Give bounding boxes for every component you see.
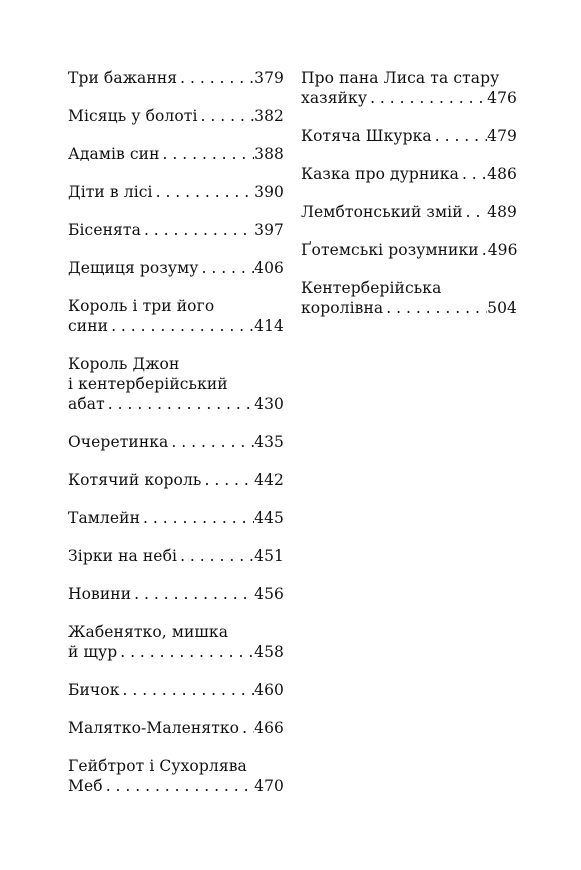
toc-entry (68, 220, 284, 240)
toc-entry (301, 278, 517, 318)
toc-entry-row (301, 88, 517, 108)
toc-entry-title: Новини (68, 585, 132, 603)
toc-entry-row (68, 316, 284, 336)
dot-leader (105, 394, 254, 414)
toc-entry-title: Лембтонський змій (301, 203, 463, 221)
toc-entry-title-line: і кентерберійський (68, 375, 228, 393)
toc-entry-page-number: 435 (254, 433, 284, 451)
dot-leader (177, 68, 254, 88)
toc-entry-row (68, 508, 284, 528)
toc-entry-row (68, 258, 284, 278)
toc-entry-page-number: 382 (254, 107, 284, 125)
toc-entry-page-number: 414 (254, 317, 284, 335)
toc-entry (301, 68, 517, 108)
toc-entry-row (68, 68, 284, 88)
toc-entry-row (68, 432, 284, 452)
toc-entry-page-number: 406 (254, 259, 284, 277)
toc-entry (68, 258, 284, 278)
dot-leader (432, 126, 487, 146)
toc-entry-title: Очеретинка (68, 433, 169, 451)
toc-entry (68, 354, 284, 414)
toc-entry-title: Меб (68, 777, 103, 795)
toc-entry-title: Місяць у болоті (68, 107, 198, 125)
toc-entry-title: Бичок (68, 681, 120, 699)
toc-entry (68, 584, 284, 604)
dot-leader (168, 432, 254, 452)
toc-entry-title: Котячий король (68, 471, 202, 489)
toc-entry-title: Котяча Шкурка (301, 127, 432, 145)
toc-entry (68, 182, 284, 202)
toc-entry-title: Три бажання (68, 69, 178, 87)
toc-right-column (301, 68, 517, 336)
toc-entry (301, 202, 517, 222)
toc-entry-row (68, 182, 284, 202)
toc-entry-row (301, 240, 517, 260)
toc-entry-row (68, 470, 284, 490)
toc-entry-title: Тамлейн (68, 509, 141, 527)
toc-entry-page-number: 458 (254, 643, 284, 661)
toc-entry (301, 164, 517, 184)
toc-entry-title: Ґотемські розумники (301, 241, 479, 259)
toc-entry-title-line: Кентерберійська (301, 279, 442, 297)
toc-entry-page-number: 486 (487, 165, 517, 183)
toc-entry-page-number: 430 (254, 395, 284, 413)
toc-entry-row (68, 642, 284, 662)
toc-entry-title-line: Жабенятко, мишка (68, 623, 229, 641)
toc-entry-row (68, 718, 284, 738)
toc-entry-page-number: 466 (254, 719, 284, 737)
dot-leader (131, 584, 254, 604)
dot-leader (479, 240, 488, 260)
toc-entry-page-number: 445 (254, 509, 284, 527)
toc-entry-page-number: 479 (487, 127, 517, 145)
toc-entry-page-number: 470 (254, 777, 284, 795)
toc-entry-title-line: Про пана Лиса та стару (301, 69, 500, 87)
toc-entry-title: хазяйку (301, 89, 368, 107)
toc-entry-page-number: 456 (254, 585, 284, 603)
toc-entry-page-number: 442 (254, 471, 284, 489)
toc-entry (301, 126, 517, 146)
toc-entry (68, 756, 284, 796)
toc-entry (68, 432, 284, 452)
dot-leader (141, 220, 254, 240)
toc-entry (68, 470, 284, 490)
toc-entry-row (68, 776, 284, 796)
toc-entry-row (68, 220, 284, 240)
toc-entry-row (68, 546, 284, 566)
toc-entry-page-number: 388 (254, 145, 284, 163)
toc-entry-row (68, 680, 284, 700)
toc-entry-title-line: Гейбтрот і Сухорлява (68, 757, 247, 775)
dot-leader (383, 298, 487, 318)
toc-entry-title: Зірки на небі (68, 547, 178, 565)
toc-entry-title-line: Король Джон (68, 355, 180, 373)
dot-leader (103, 776, 254, 796)
toc-entry (68, 144, 284, 164)
toc-entry-page-number: 379 (254, 69, 284, 87)
toc-entry (68, 680, 284, 700)
toc-entry (68, 68, 284, 88)
toc-entry-title: абат (68, 395, 105, 413)
dot-leader (367, 88, 487, 108)
toc-entry (68, 546, 284, 566)
dot-leader (120, 680, 255, 700)
dot-leader (153, 182, 255, 202)
toc-entry-row (301, 202, 517, 222)
toc-entry (68, 718, 284, 738)
toc-entry-title: й щур (68, 643, 118, 661)
toc-entry-page-number: 451 (254, 547, 284, 565)
toc-entry-row (301, 126, 517, 146)
toc-entry-page-number: 504 (487, 299, 517, 317)
toc-entry-title: Дещиця розуму (68, 259, 199, 277)
toc-entry-title: Діти в лісі (68, 183, 153, 201)
dot-leader (160, 144, 255, 164)
toc-entry-row (68, 106, 284, 126)
toc-entry (68, 508, 284, 528)
dot-leader (199, 258, 255, 278)
toc-entry-title: Казка про дурника (301, 165, 459, 183)
toc-entry-page-number: 489 (487, 203, 517, 221)
toc-entry-row (68, 144, 284, 164)
toc-entry-title: Бісенята (68, 221, 141, 239)
dot-leader (117, 642, 254, 662)
toc-entry (68, 296, 284, 336)
toc-entry-row (68, 394, 284, 414)
toc-left-column (68, 68, 284, 814)
toc-entry-row (301, 164, 517, 184)
toc-entry (301, 240, 517, 260)
toc-entry-page-number: 496 (487, 241, 518, 259)
toc-entry-title: сини (68, 317, 109, 335)
toc-entry-title: королівна (301, 299, 384, 317)
toc-entry-title: Малятко-Маленятко (68, 719, 240, 737)
dot-leader (108, 316, 254, 336)
toc-entry-page-number: 460 (254, 681, 284, 699)
dot-leader (459, 164, 487, 184)
toc-entry-row (68, 584, 284, 604)
toc-entry (68, 622, 284, 662)
dot-leader (201, 470, 254, 490)
dot-leader (239, 718, 254, 738)
toc-entry-title-line: Король і три його (68, 297, 215, 315)
dot-leader (177, 546, 254, 566)
toc-entry-page-number: 390 (254, 183, 284, 201)
toc-entry-title: Адамів син (68, 145, 160, 163)
toc-entry-page-number: 397 (254, 221, 284, 239)
dot-leader (463, 202, 487, 222)
dot-leader (198, 106, 255, 126)
dot-leader (140, 508, 254, 528)
toc-entry-row (301, 298, 517, 318)
toc-entry-page-number: 476 (487, 89, 517, 107)
toc-entry (68, 106, 284, 126)
